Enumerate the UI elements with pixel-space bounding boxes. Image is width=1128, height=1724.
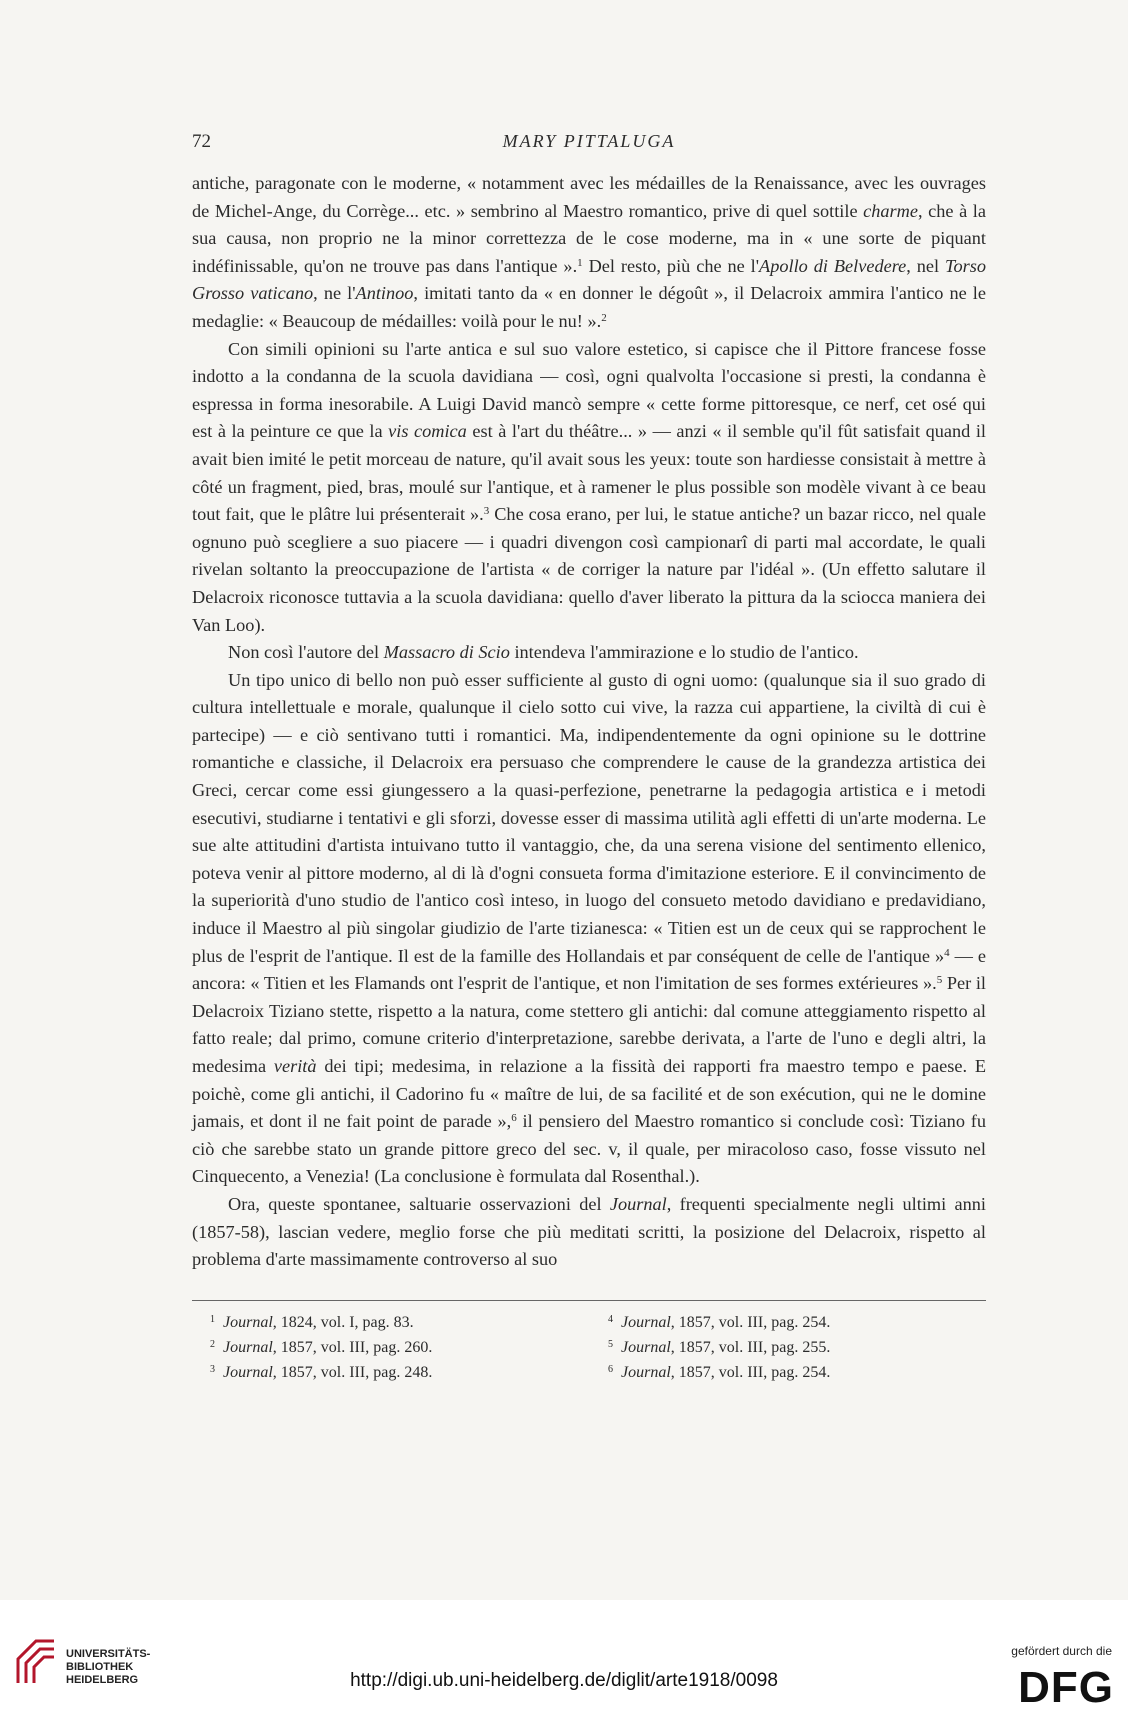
footnote-number: 4 [608,1314,613,1325]
footnote-title: Journal [621,1314,671,1331]
text-run: Che cosa erano, per lui, le statue antiche? un bazar ricco, nel quale ognuno può scegliere a suo piacere — i quadri divengon così campionarî di parti mal accordate, le quali rivelan soltanto la preoccupazione de l'artista « de corriger la nature par l'idéal ». (Un effetto salutare il Delacroix riconosce tuttavia a la scuola davidiana: quello d'aver liberato la pittura da la sciocca maniera dei Van Loo). [192,504,986,635]
text-run: est à l'art du théâtre... » — anzi « il semble qu'il fût satisfait quand il avait bien imité le petit morceau de nature, qu'il avait sous les yeux: toute son hardiesse consistait à mettre à côté un fragment, pied, bras, moulé sur l'antique, et à ramener le plus possible son modèle vivant à ce beau tout fait, que le plâtre lui présenterait ». [192,421,987,525]
footnote-number: 6 [608,1364,613,1375]
text-run: Non così l'autore del [228,642,384,663]
footnote-number: 3 [210,1364,215,1375]
digitization-footer [0,1600,1128,1724]
footnote-number: 5 [608,1339,613,1350]
italic-title: Massacro di Scio [383,642,510,663]
text-run: , ne l' [313,283,356,304]
body-paragraph [192,336,986,640]
italic-title: Apollo di Belvedere [759,255,907,276]
source-url-link[interactable]: http://digi.ub.uni-heidelberg.de/diglit/arte1918/0098 [350,1670,778,1691]
italic-title: charme [863,200,918,221]
footnote [608,1360,968,1385]
dfg-logo: DFG [1018,1663,1114,1712]
footnote [210,1310,570,1335]
text-run: Un tipo unico di bello non può esser sufficiente al gusto di ogni uomo: (qualunque sia il suo grado di cultura intellettuale e morale, qualunque il cielo sotto cui vive, la razza cui appartiene, la civiltà di cui è partecipe) — e ciò sentivano tutti i romantici. Ma, indipendentemente da ogni opinione su le dottrine romantiche e classiche, il Delacroix era persuaso che comprendere le cause de la grandezza artistica dei Greci, cercar come essi giungessero a la quasi-perfezione, penetrarne la pedagogia artistica e i metodi esecutivi, studiarne i tentativi e gli sforzi, dovesse esser di massima utilità agli effetti di un'arte moderna. Le sue alte attitudini d'artista intuivano tutto il vantaggio, che, da una serena visione del sentimento ellenico, poteva venir al pittore moderno, al di là d'ogni consueta forma d'imitazione esteriore. E il convincimento de la superiorità d'uno studio de l'antico così inteso, in luogo del consueto metodo davidiano e predavidiano, induce il Maestro al più singolar giudizio de l'arte tizianesca: « Titien est un de ceux qui se rapprochent le plus de l'esprit de l'antique. Il est de la famille des Hollandais et par conséquent de celle de l'antique » [192,669,986,966]
footnote-text: , 1857, vol. III, pag. 248. [272,1364,433,1381]
text-run: intendeva l'ammirazione e lo studio de l'antico. [509,642,859,663]
body-paragraph [192,170,986,336]
text-run: Del resto, più che ne l' [582,255,760,276]
italic-title: Journal [609,1193,667,1214]
body-paragraph [192,667,986,1191]
footnote-text: , 1857, vol. III, pag. 254. [670,1314,831,1331]
footnote-number: 1 [210,1314,215,1325]
footnote [210,1335,570,1360]
library-name-line: BIBLIOTHEK [66,1661,134,1673]
text-run: Ora, queste spontanee, saltuarie osservazioni del [228,1193,610,1214]
text-run: Per il Delacroix Tiziano stette, rispetto a la natura, come stettero gli antichi: dal comune atteggiamento rispetto al fatto reale; dal primo, comune criterio d'interpretazione, sarebbe derivata, a l'arte de l'uno e degli altri, la medesima [192,973,987,1076]
page-header [192,131,986,161]
running-head: MARY PITTALUGA [502,131,676,151]
footnote-title: Journal [621,1339,671,1356]
text-run: il pensiero del Maestro romantico si conclude così: Tiziano fu ciò che sarebbe stato un grande pittore greco del sec. v, il quale, per miracoloso caso, fosse vissuto nel Cinquecento, a Venezia! (La conclusione è formulata dal Rosenthal.). [192,1111,986,1187]
text-run: , frequenti specialmente negli ultimi anni (1857-58), lascian vedere, meglio forse che più meditati scritti, la posizione del Delacroix, rispetto al problema d'arte massimamente controverso al suo [192,1193,986,1270]
footnote-rule [192,1300,986,1301]
text-run: Con simili opinioni su l'arte antica e sul suo valore estetico, si capisce che il Pittore francese fosse indotto a la condanna de la scuola davidiana — così, ogni qualvolta l'occasione si presti, la condanna è espressa in forma inesorabile. A Luigi David mancò sempre « cette forme pittoresque, ce nerf, cet osé qui est à la peinture ce que la [192,338,986,442]
body-paragraph [192,639,986,667]
footnotes-left [210,1310,570,1385]
footnote-title: Journal [223,1314,273,1331]
footnote-reference: 1 [577,256,583,269]
footnote-number: 2 [210,1339,215,1350]
text-run: antiche, paragonate con le moderne, « notamment avec les médailles de la Renaissance, avec les ouvrages de Michel-Ange, du Corrège... etc. » sembrino al Maestro romantico, prive di quel sottile [192,173,986,221]
footnote [608,1335,968,1360]
italic-title: Antinoo [355,283,414,304]
text-run: , imitati tanto da « en donner le dégoût », il Delacroix ammira l'antico ne le medaglie: « Beaucoup de médailles: voilà pour le nu! ». [192,283,986,331]
page-number: 72 [192,131,211,152]
body-paragraph [192,1191,986,1274]
italic-title: vis comica [388,421,467,442]
footnote-reference: 6 [511,1112,517,1125]
footnote-text: , 1824, vol. I, pag. 83. [272,1314,414,1331]
footnote-reference: 3 [483,505,490,518]
footnote-reference: 5 [936,974,943,987]
italic-title: Torso Grosso vaticano [192,255,986,304]
text-run: — e ancora: « Titien et les Flamands ont l'esprit de l'antique, et non l'imitation de ses formes extérieures ». [192,945,986,994]
footnote-reference: 2 [601,311,607,324]
footnote-text: , 1857, vol. III, pag. 260. [272,1339,433,1356]
text-run: , nel [906,255,945,276]
footnote [608,1310,968,1335]
text-run: , che à la sua causa, non proprio ne la minor correttezza de le cose moderne, ma in « une sorte de piquant indéfinissable, qu'on ne trouve pas dans l'antique ». [192,200,986,276]
italic-title: verità [273,1056,317,1076]
footnote-title: Journal [223,1339,273,1356]
footnote-title: Journal [621,1364,671,1381]
text-run: dei tipi; medesima, in relazione a la fissità dei rapporti fra maestro tempo e paese. E poichè, come gli antichi, il Cadorino fu « maître de lui, de sa facilité et de son exécution, qui ne le domine jamais, et dont il ne fait point de parade », [192,1056,986,1132]
footnote-reference: 4 [944,946,950,959]
library-name-line: UNIVERSITÄTS- [66,1648,151,1660]
footnote [210,1360,570,1385]
funded-by-text: gefördert durch die [1011,1644,1112,1658]
library-name-line: HEIDELBERG [66,1674,139,1686]
footnote-text: , 1857, vol. III, pag. 254. [670,1364,831,1381]
body-text [192,170,986,1274]
footnote-text: , 1857, vol. III, pag. 255. [670,1339,831,1356]
footnotes-right [608,1310,968,1385]
footnote-title: Journal [223,1364,273,1381]
